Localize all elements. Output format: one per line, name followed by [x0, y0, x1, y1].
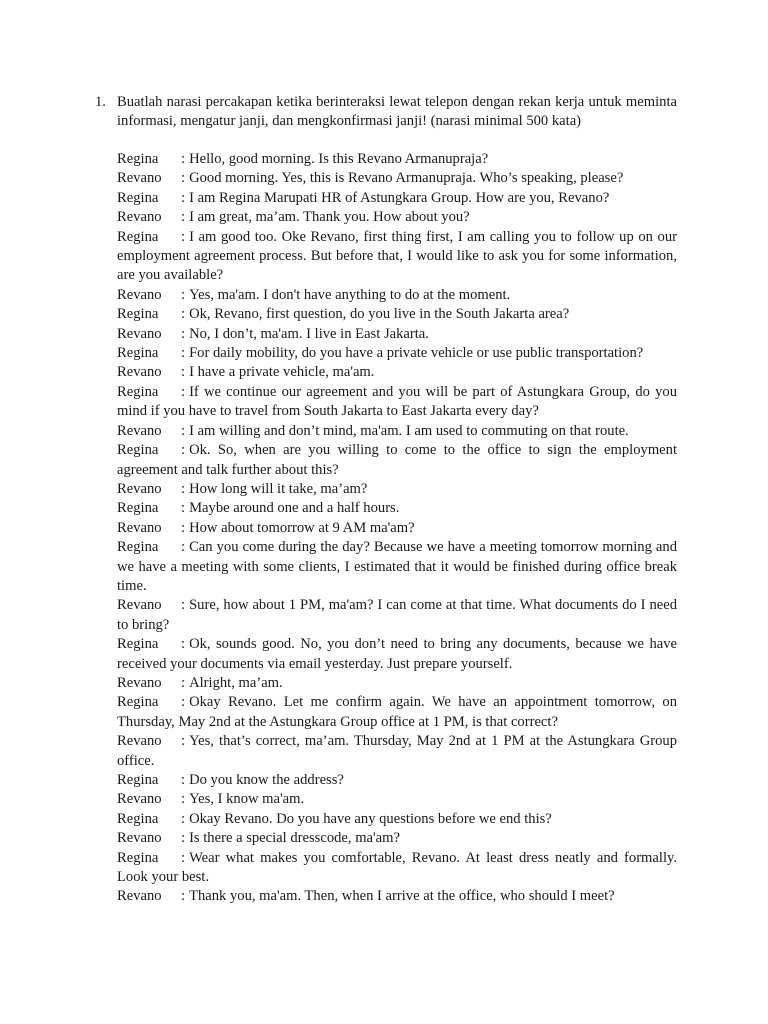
speaker-separator: : — [181, 674, 186, 691]
speaker-name: Regina — [117, 810, 159, 827]
utterance-text: If we continue our agreement and you will be part of Astungkara Group, do you mind if you have to travel from South Jakarta to East Jakarta every day? — [117, 383, 677, 420]
utterance-text: Alright, ma’am. — [189, 674, 283, 691]
speaker-separator: : — [181, 364, 186, 381]
utterance-text: I am good too. Oke Revano, first thing first, I am calling you to follow up on our employment agreement process. But before that, I would like to ask you for some information, are you available? — [117, 228, 677, 284]
speaker-name: Regina — [117, 189, 159, 206]
dialogue-line — [117, 228, 677, 286]
speaker-name: Regina — [117, 151, 159, 167]
dialogue-line — [117, 538, 677, 596]
speaker-name: Revano — [117, 519, 162, 536]
speaker-name: Revano — [117, 209, 162, 226]
speaker-name: Regina — [117, 306, 159, 323]
dialogue-line — [117, 810, 677, 829]
utterance-text: How about tomorrow at 9 AM ma'am? — [189, 519, 415, 536]
speaker-name: Regina — [117, 539, 159, 556]
dialogue-line — [117, 674, 677, 693]
utterance-text: Ok, Revano, first question, do you live in the South Jakarta area? — [189, 306, 570, 323]
utterance-text: Yes, I know ma'am. — [189, 791, 305, 808]
dialogue-line — [117, 693, 677, 732]
speaker-name: Regina — [117, 500, 159, 517]
speaker-name: Revano — [117, 674, 162, 691]
speaker-name: Revano — [117, 830, 162, 847]
utterance-text: Can you come during the day? Because we have a meeting tomorrow morning and we have a meeting with some clients, I estimated that it would be finished during office break time. — [117, 539, 677, 594]
utterance-text: Ok, sounds good. No, you don’t need to bring any documents, because we have received your documents via email yesterday. Just prepare yourself. — [117, 636, 677, 672]
speaker-name: Regina — [117, 694, 159, 711]
dialogue-line — [117, 325, 677, 344]
dialogue-line — [117, 849, 677, 888]
speaker-separator: : — [181, 519, 186, 536]
dialogue-line — [117, 732, 677, 771]
utterance-text: Wear what makes you comfortable, Revano. At least dress neatly and formally. Look your best. — [117, 849, 677, 886]
utterance-text: Maybe around one and a half hours. — [189, 500, 400, 517]
speaker-name: Regina — [117, 383, 159, 400]
speaker-name: Revano — [117, 422, 162, 439]
speaker-separator: : — [181, 733, 186, 750]
speaker-separator: : — [181, 888, 186, 905]
speaker-name: Regina — [117, 442, 159, 459]
speaker-name: Revano — [117, 791, 162, 808]
speaker-separator: : — [181, 500, 186, 517]
speaker-name: Revano — [117, 170, 162, 187]
utterance-text: Yes, ma'am. I don't have anything to do at the moment. — [189, 286, 511, 303]
dialogue-line — [117, 790, 677, 809]
speaker-separator: : — [181, 209, 186, 226]
dialogue-line — [117, 363, 677, 382]
dialogue-line — [117, 771, 677, 790]
utterance-text: For daily mobility, do you have a private vehicle or use public transportation? — [189, 345, 644, 362]
utterance-text: Okay Revano. Let me confirm again. We have an appointment tomorrow, on Thursday, May 2nd at the Astungkara Group office at 1 PM, is that correct? — [117, 694, 677, 730]
speaker-separator: : — [181, 597, 186, 614]
dialogue-line — [117, 441, 677, 480]
speaker-name: Regina — [117, 849, 159, 866]
utterance-text: I am willing and don’t mind, ma'am. I am used to commuting on that route. — [189, 422, 629, 439]
utterance-text: I am great, ma’am. Thank you. How about you? — [189, 209, 470, 226]
speaker-separator: : — [181, 791, 186, 808]
utterance-text: Sure, how about 1 PM, ma'am? I can come at that time. What documents do I need to bring? — [117, 597, 677, 633]
dialogue-transcript — [117, 150, 677, 907]
utterance-text: Is there a special dresscode, ma'am? — [189, 830, 400, 847]
dialogue-line — [117, 519, 677, 538]
utterance-text: I have a private vehicle, ma'am. — [189, 364, 375, 381]
speaker-separator: : — [181, 849, 186, 866]
speaker-separator: : — [181, 325, 186, 342]
dialogue-line — [117, 286, 677, 305]
speaker-separator: : — [181, 228, 186, 245]
dialogue-line — [117, 208, 677, 227]
dialogue-line — [117, 305, 677, 324]
utterance-text: No, I don’t, ma'am. I live in East Jakarta. — [189, 325, 429, 342]
speaker-name: Regina — [117, 345, 159, 362]
speaker-separator: : — [181, 286, 186, 303]
dialogue-line — [117, 596, 677, 635]
speaker-separator: : — [181, 306, 186, 323]
dialogue-line — [117, 887, 677, 906]
speaker-name: Revano — [117, 364, 162, 381]
utterance-text: Ok. So, when are you willing to come to the office to sign the employment agreement and talk further about this? — [117, 442, 677, 478]
speaker-name: Revano — [117, 286, 162, 303]
dialogue-line — [117, 422, 677, 441]
question-number: 1. — [95, 94, 106, 110]
utterance-text: Yes, that’s correct, ma’am. Thursday, May 2nd at 1 PM at the Astungkara Group office. — [117, 733, 677, 769]
utterance-text: Okay Revano. Do you have any questions before we end this? — [189, 810, 552, 827]
dialogue-line — [117, 189, 677, 208]
speaker-separator: : — [181, 170, 186, 187]
speaker-name: Revano — [117, 480, 162, 497]
question-item — [95, 93, 677, 132]
speaker-name: Revano — [117, 325, 162, 342]
speaker-name: Revano — [117, 733, 162, 750]
utterance-text: Do you know the address? — [189, 772, 344, 788]
dialogue-line — [117, 635, 677, 674]
speaker-name: Regina — [117, 772, 159, 788]
dialogue-line — [117, 480, 677, 499]
speaker-separator: : — [181, 772, 186, 788]
speaker-separator: : — [181, 345, 186, 362]
speaker-separator: : — [181, 480, 186, 497]
speaker-separator: : — [181, 539, 186, 556]
dialogue-line — [117, 169, 677, 188]
speaker-separator: : — [181, 442, 186, 459]
utterance-text: How long will it take, ma’am? — [189, 480, 368, 497]
speaker-separator: : — [181, 422, 186, 439]
utterance-text: Thank you, ma'am. Then, when I arrive at the office, who should I meet? — [189, 888, 615, 905]
speaker-name: Regina — [117, 636, 159, 653]
utterance-text: I am Regina Marupati HR of Astungkara Group. How are you, Revano? — [189, 189, 610, 206]
speaker-separator: : — [181, 810, 186, 827]
speaker-name: Revano — [117, 888, 162, 905]
speaker-separator: : — [181, 830, 186, 847]
dialogue-line — [117, 344, 677, 363]
speaker-separator: : — [181, 189, 186, 206]
speaker-separator: : — [181, 383, 186, 400]
speaker-name: Revano — [117, 597, 162, 614]
speaker-name: Regina — [117, 228, 159, 245]
speaker-separator: : — [181, 694, 186, 711]
question-text: Buatlah narasi percakapan ketika berinteraksi lewat telepon dengan rekan kerja untuk meminta informasi, mengatur janji, dan mengkonfirmasi janji! (narasi minimal 500 kata) — [117, 94, 677, 130]
dialogue-line — [117, 150, 677, 169]
dialogue-line — [117, 829, 677, 848]
dialogue-line — [117, 499, 677, 518]
speaker-separator: : — [181, 151, 186, 167]
speaker-separator: : — [181, 636, 186, 653]
dialogue-line — [117, 383, 677, 422]
utterance-text: Good morning. Yes, this is Revano Armanupraja. Who’s speaking, please? — [189, 170, 624, 187]
utterance-text: Hello, good morning. Is this Revano Armanupraja? — [189, 151, 489, 167]
